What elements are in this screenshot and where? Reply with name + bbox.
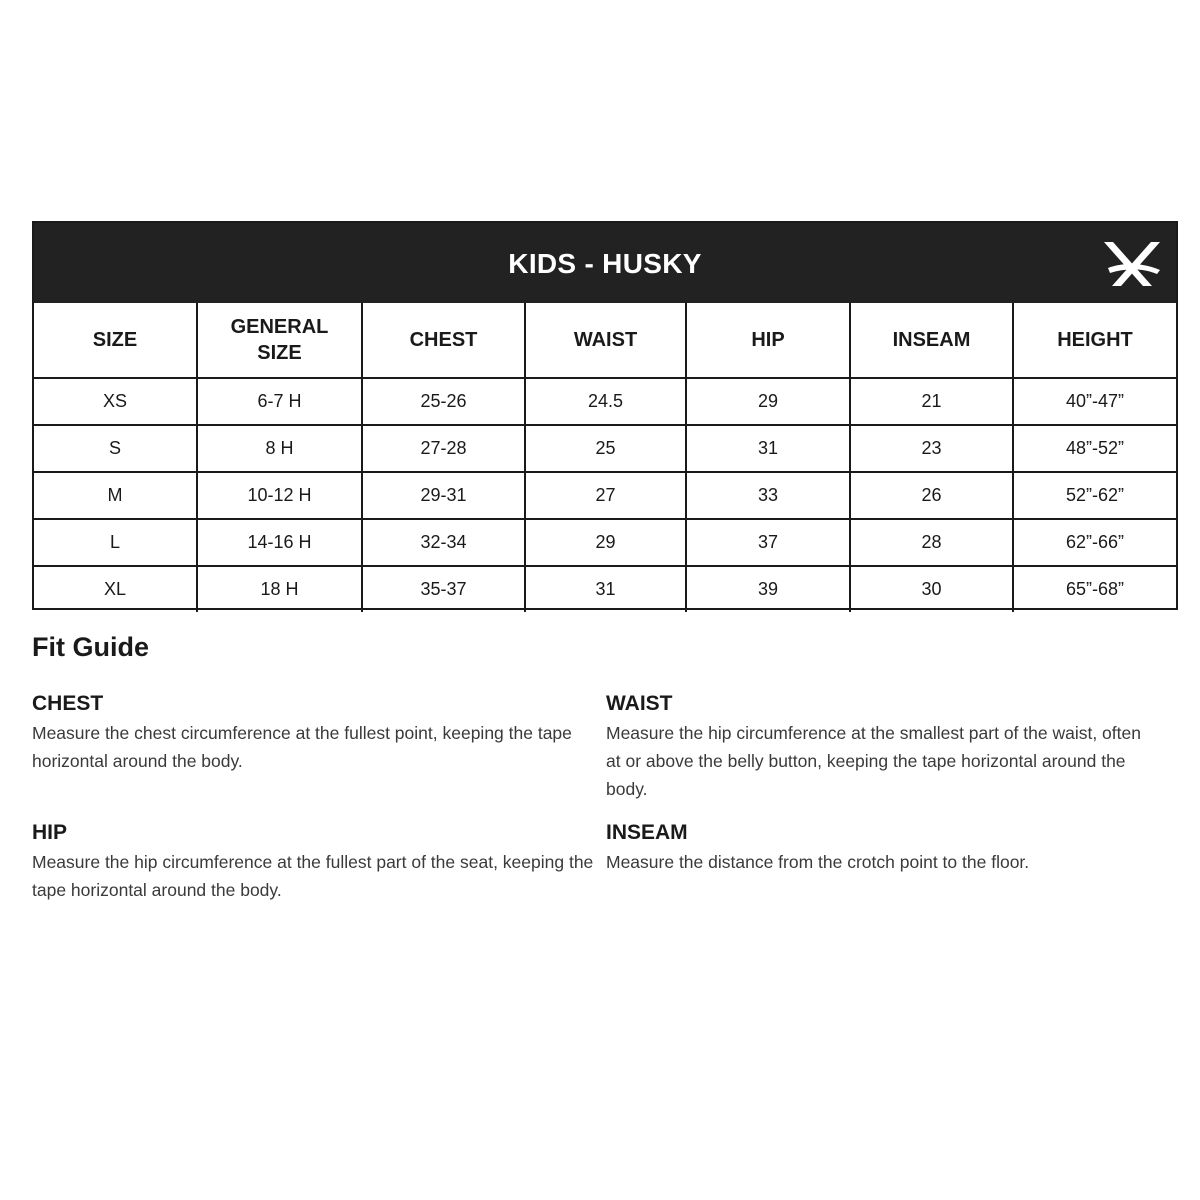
cell-chest: 25-26 [362,378,525,425]
cell-height: 40”-47” [1013,378,1176,425]
fit-guide-hip-heading: HIP [32,821,68,844]
cell-hip: 29 [686,378,850,425]
fit-guide-waist [606,691,1146,803]
fit-guide-title: Fit Guide [32,632,149,662]
table-row [34,425,1176,472]
cell-height: 52”-62” [1013,472,1176,519]
cell-waist: 27 [525,472,686,519]
cell-height: 62”-66” [1013,519,1176,566]
cell-chest: 35-37 [362,566,525,612]
fit-guide-hip [32,820,600,904]
chart-title-bar [34,223,1176,303]
column-header-inseam: INSEAM [850,303,1013,378]
cell-height: 65”-68” [1013,566,1176,612]
cell-waist: 25 [525,425,686,472]
fit-guide-chest-text: Measure the chest circumference at the fullest point, keeping the tape horizontal around the body. [32,723,572,771]
cell-chest: 27-28 [362,425,525,472]
fit-guide-waist-heading: WAIST [606,692,673,715]
chart-title: KIDS - HUSKY [508,248,702,279]
fit-guide-chest [32,691,592,775]
cell-general-size: 10-12 H [197,472,362,519]
cell-general-size: 8 H [197,425,362,472]
table-row [34,378,1176,425]
table-row [34,472,1176,519]
size-table [34,303,1176,612]
cell-inseam: 30 [850,566,1013,612]
fit-guide-inseam-text: Measure the distance from the crotch point to the floor. [606,852,1030,872]
table-row [34,519,1176,566]
cell-inseam: 23 [850,425,1013,472]
column-header-waist: WAIST [525,303,686,378]
cell-hip: 31 [686,425,850,472]
cell-size: XS [34,378,197,425]
column-header-general-size-label: GENERAL SIZE [230,316,329,364]
size-chart [32,221,1178,610]
cell-chest: 29-31 [362,472,525,519]
cell-general-size: 14-16 H [197,519,362,566]
column-header-hip: HIP [686,303,850,378]
column-header-general-size [197,303,362,378]
cell-height: 48”-52” [1013,425,1176,472]
cell-waist: 29 [525,519,686,566]
brand-logo-icon [1102,238,1162,290]
fit-guide-hip-text: Measure the hip circumference at the fullest part of the seat, keeping the tape horizontal around the body. [32,852,594,900]
cell-hip: 33 [686,472,850,519]
cell-size: XL [34,566,197,612]
cell-size: S [34,425,197,472]
cell-chest: 32-34 [362,519,525,566]
table-header-row [34,303,1176,378]
fit-guide-waist-text: Measure the hip circumference at the smallest part of the waist, often at or above the belly button, keeping the tape horizontal around the body. [606,723,1141,799]
cell-general-size: 18 H [197,566,362,612]
column-header-chest: CHEST [362,303,525,378]
cell-size: L [34,519,197,566]
column-header-height: HEIGHT [1013,303,1176,378]
fit-guide-inseam [606,820,1146,876]
cell-inseam: 26 [850,472,1013,519]
cell-waist: 31 [525,566,686,612]
table-row [34,566,1176,612]
fit-guide-inseam-heading: INSEAM [606,821,688,844]
cell-general-size: 6-7 H [197,378,362,425]
cell-inseam: 21 [850,378,1013,425]
cell-hip: 37 [686,519,850,566]
fit-guide-chest-heading: CHEST [32,692,104,715]
cell-waist: 24.5 [525,378,686,425]
cell-hip: 39 [686,566,850,612]
cell-size: M [34,472,197,519]
cell-inseam: 28 [850,519,1013,566]
column-header-size: SIZE [34,303,197,378]
